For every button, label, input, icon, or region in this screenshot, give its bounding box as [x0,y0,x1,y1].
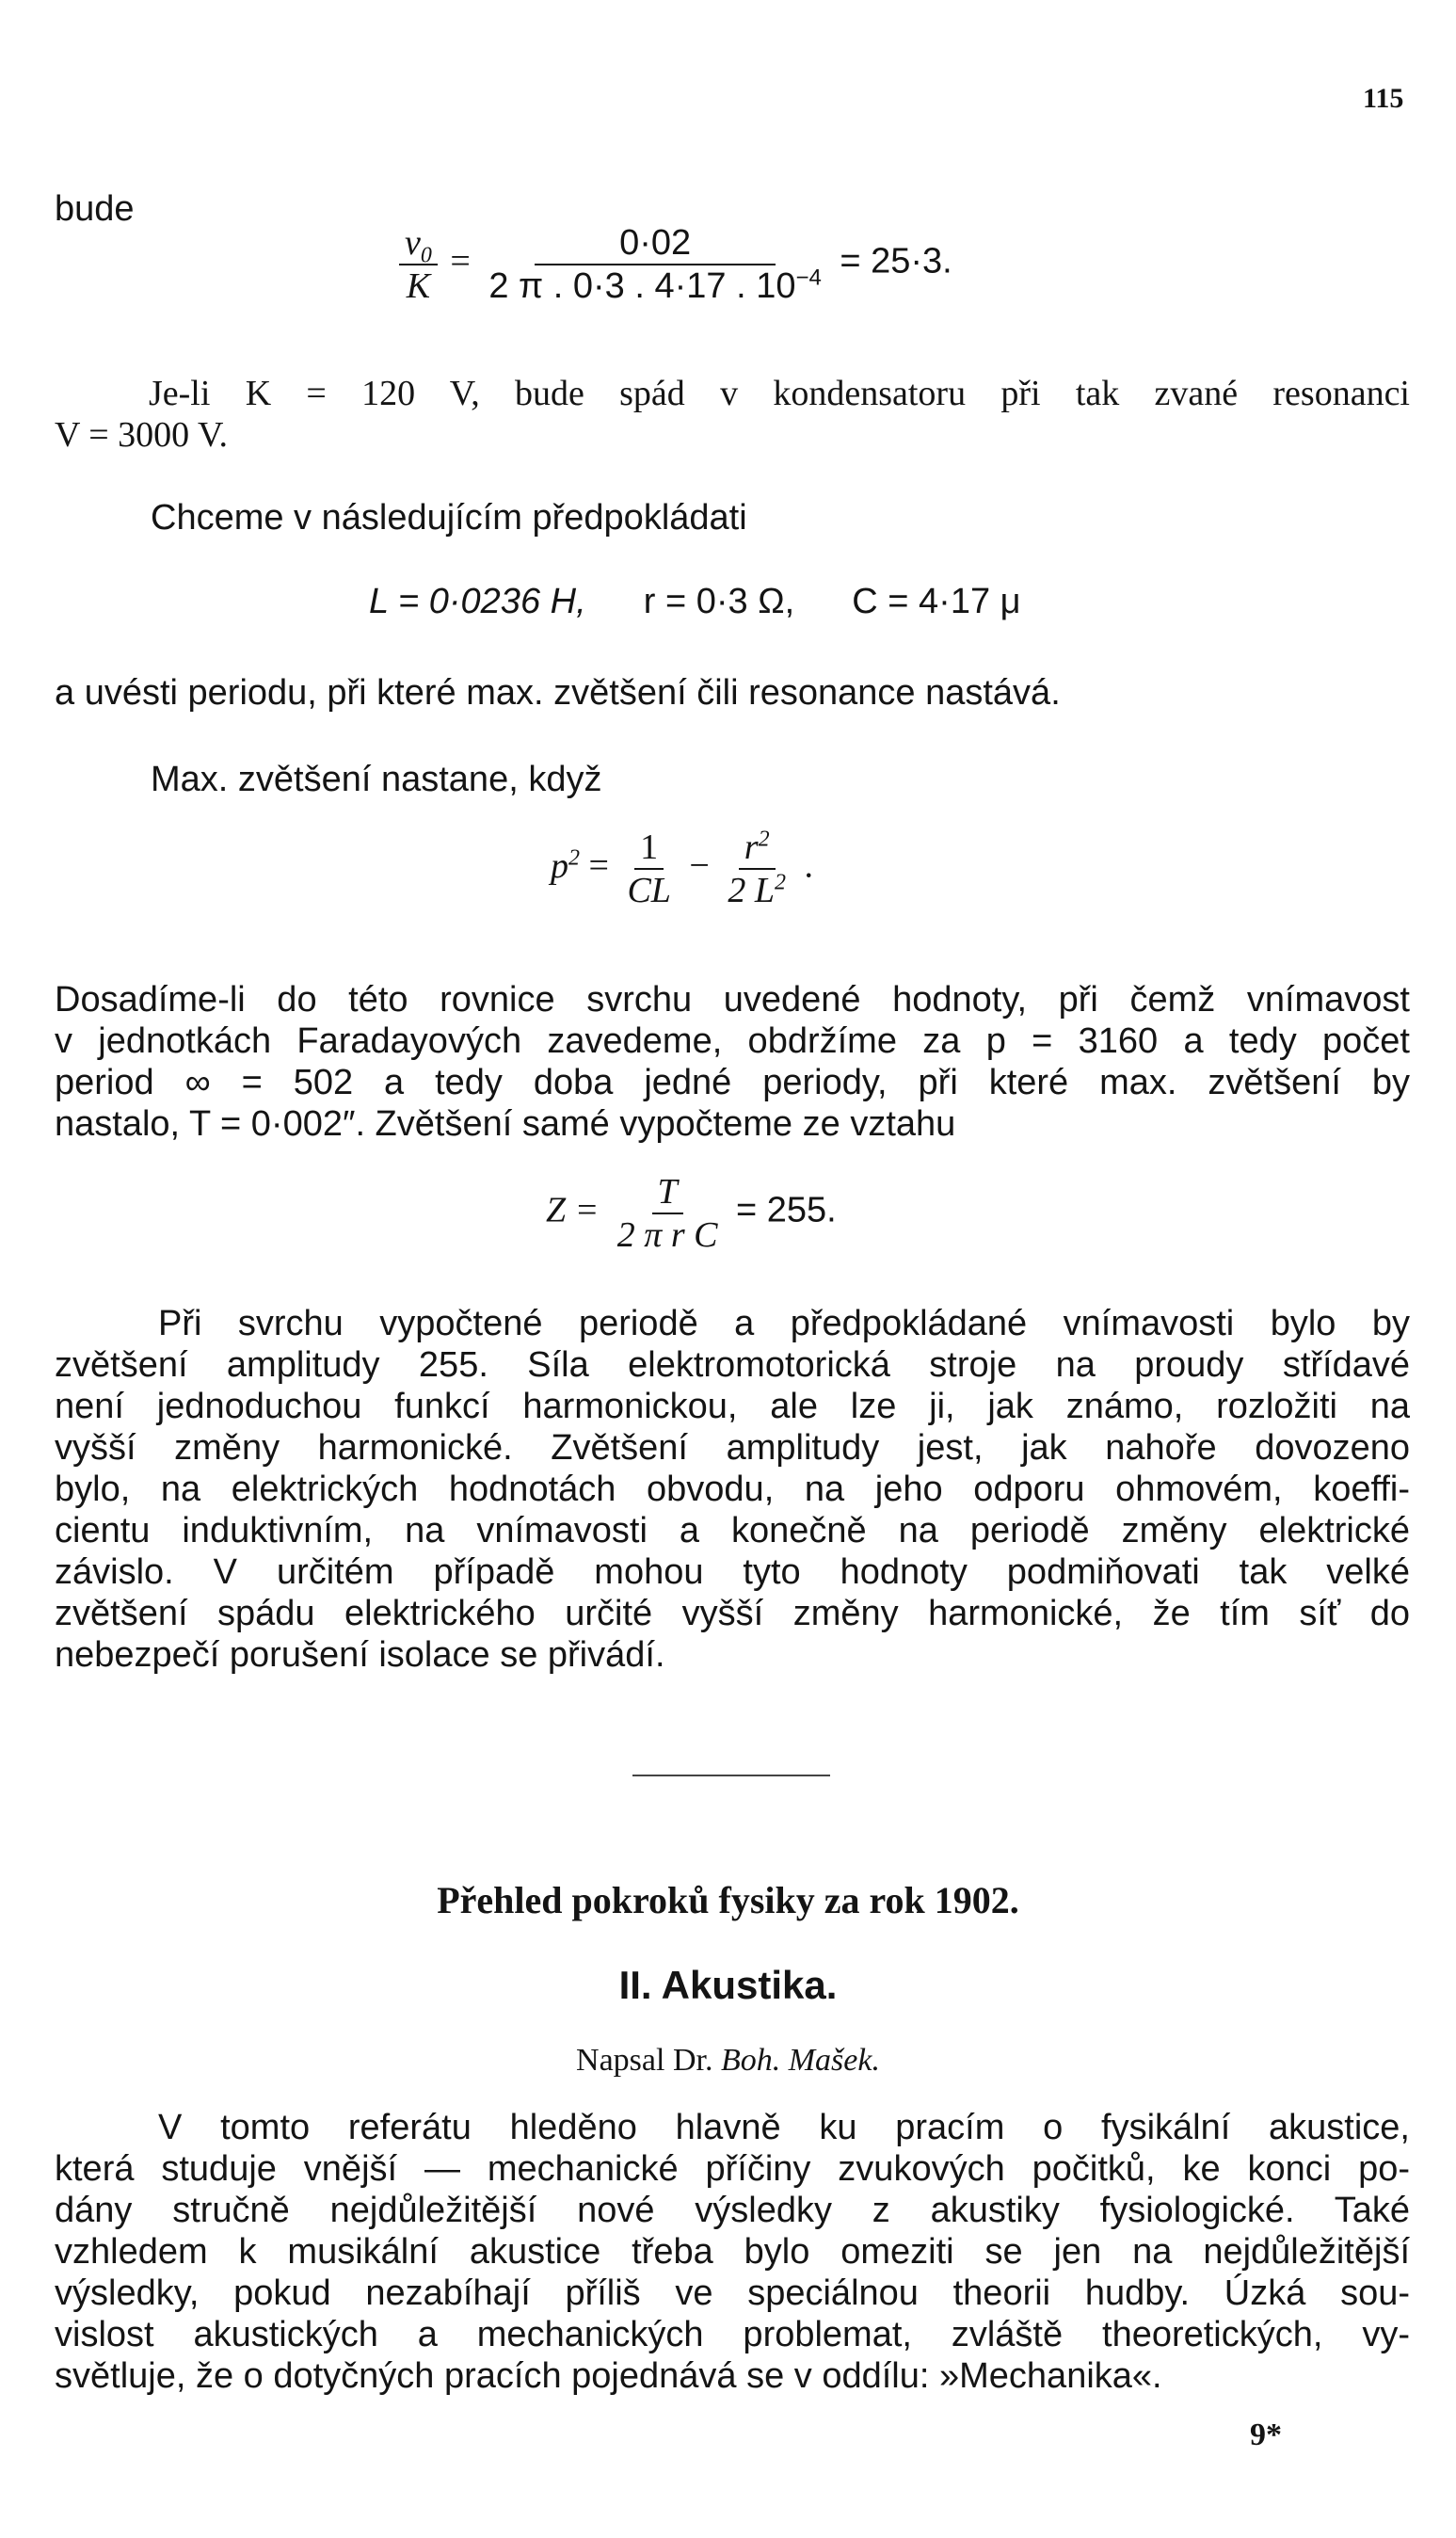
text-line: vyšší změny harmonické. Zvětšení amplitudy jest, jak nahoře dovozeno [55,1428,1410,1468]
text-line: zvětšení amplitudy 255. Síla elektromotorická stroje na proudy střídavé [55,1345,1410,1385]
v0-subscript: 0 [420,243,432,268]
text-line: v jednotkách Faradayových zavedeme, obdržíme za p = 3160 a tedy počet [55,1021,1410,1061]
chapter-title: II. Akustika. [618,1963,838,2007]
text-line: která studuje vnější — mechanické příčiny zvukových počitků, ke konci po- [55,2149,1410,2189]
byline-prefix: Napsal Dr. [576,2043,713,2078]
text-line: nastalo, T = 0·002″. Zvětšení samé vypočteme ze vztahu [55,1104,956,1144]
text-line: V = 3000 V. [55,415,229,455]
l-exponent: 2 [775,870,786,895]
word-bude: bude [55,189,135,229]
k-symbol: K [406,266,431,306]
section-divider [632,1775,830,1776]
page-number: 115 [1363,83,1404,114]
t-symbol: T [652,1173,683,1214]
text-line: bylo, na elektrických hodnotách obvodu, na jeho odporu ohmovém, koeffi- [55,1470,1410,1509]
one: 1 [634,828,664,870]
text-line: dány stručně nejdůležitější nové výsledky z akustiky fysiologické. Také [55,2191,1410,2230]
2l-symbol: 2 L [728,871,775,910]
text-line: výsledky, pokud nezabíhají příliš ve speciálnou theorii hudby. Úzká sou- [55,2273,1410,2313]
text-line: závislo. V určitém případě mohou tyto hodnoty podmiňovati tak velké [55,1552,1410,1592]
resistance-value: r = 0·3 Ω, [643,582,795,621]
text-line: V tomto referátu hleděno hlavně ku pracím o fysikální akustice, [158,2108,1410,2147]
fraction-r2-over-2l2 [722,828,792,909]
inductance-value: L = 0·0236 H, [369,582,586,621]
text-line: nebezpečí porušení isolace se přivádí. [55,1635,665,1675]
denominator-value: 2 π . 0·3 . 4·17 . 10 [488,266,796,306]
fraction-one-over-cl [621,828,676,909]
formula-vo-over-k [395,224,952,305]
byline [0,2043,1456,2079]
formula-parameters [369,582,1021,622]
v0-symbol: v [405,223,421,263]
signature-mark: 9* [1250,2418,1282,2452]
paragraph-resonance [55,373,1410,456]
z-lhs: Z = [546,1190,600,1230]
numerator-value: 0·02 [535,224,776,265]
denominator-exponent: −4 [795,265,822,291]
capacitance-value: C = 4·17 μ [852,582,1021,621]
text-line: světluje, že o dotyčných pracích pojednává se v oddílu: »Mechanika«. [55,2356,1162,2396]
text-line: zvětšení spádu elektrického určité vyšší změny harmonické, že tím síť do [55,1594,1410,1633]
formula-z [546,1173,837,1254]
minus-sign: − [689,845,710,886]
formula1-result: = 25·3. [840,241,952,281]
text-line: není jednoduchou funkcí harmonickou, ale lze ji, jak známo, rozložiti na [55,1387,1410,1426]
byline-author: Boh. Mašek. [720,2043,880,2078]
formula3-end: . [804,845,813,886]
r-symbol: r [744,827,759,867]
fraction-t-over-2pirc [612,1173,724,1254]
section-title: Přehled pokroků fysiky za rok 1902. [437,1879,1019,1921]
text-line: Je-li K = 120 V, bude spád v kondensatoru při tak zvané resonanci [149,374,1410,413]
text-line: period ∞ = 502 a tedy doba jedné periody, při které max. zvětšení by [55,1063,1410,1102]
fraction-v0-k [399,224,438,305]
text-line: Při svrchu vypočtené periodě a předpokládané vnímavosti bylo by [158,1304,1410,1343]
equals-sign: = [588,845,609,886]
p-symbol: p [551,845,568,886]
r-exponent: 2 [758,827,770,852]
paragraph-max: Max. zvětšení nastane, když [151,760,602,799]
cl: CL [627,871,671,910]
text-line: Dosadíme-li do této rovnice svrchu uvedené hodnoty, při čemž vnímavost [55,980,1410,1020]
formula-p-squared [551,828,813,909]
paragraph-assume: Chceme v následujícím předpokládati [151,498,747,538]
text-line: vislost akustických a mechanických problemat, zvláště theoretických, vy- [55,2315,1410,2354]
paragraph-substitution [55,979,1410,1145]
p-exponent: 2 [568,845,580,871]
equals-sign: = [450,241,471,281]
text-line: vzhledem k musikální akustice třeba bylo omeziti se jen na nejdůležitější [55,2232,1410,2272]
formula4-result: = 255. [735,1190,837,1230]
paragraph-amplitude [55,1303,1410,1676]
paragraph-period: a uvésti periodu, při které max. zvětšení čili resonance nastává. [55,673,1061,713]
text-line: cientu induktivním, na vnímavosti a konečně na periodě změny elektrické [55,1511,1410,1550]
2pirc-symbol: 2 π r C [616,1215,718,1255]
fraction-value [483,224,827,305]
paragraph-acoustics-intro [55,2107,1410,2397]
